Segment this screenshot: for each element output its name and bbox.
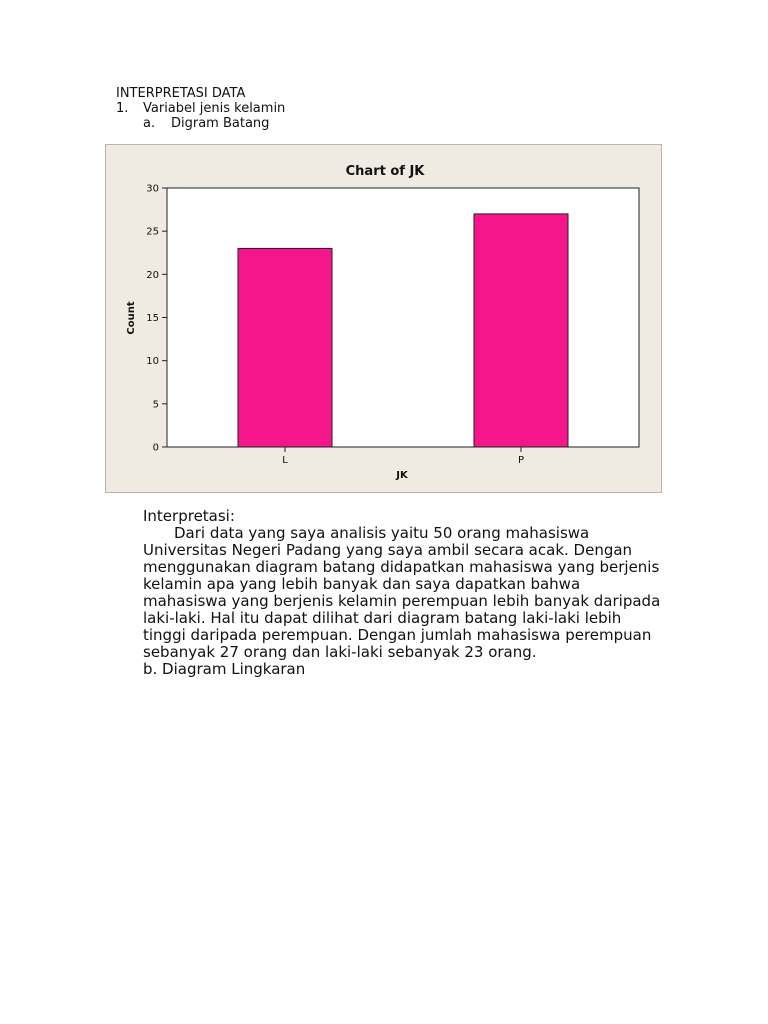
y-tick-label-2: 10	[146, 356, 159, 368]
bar-P	[474, 214, 568, 447]
x-tick-label-P: P	[517, 455, 525, 466]
interpretation-section	[143, 508, 663, 678]
interpretation-paragraph: Dari data yang saya analisis yaitu 50 orang mahasiswa Universitas Negeri Padang yang saya ambil secara acak. Dengan menggunakan diagram batang didapatkan mahasiswa yang berjenis kelamin apa yang lebih banyak dan saya dapatkan bahwa mahasiswa yang berjenis kelamin perempuan lebih banyak daripada laki-laki. Hal itu dapat dilihat dari diagram batang laki-laki lebih tinggi daripada perempuan. Dengan jumlah mahasiswa perempuan sebanyak 27 orang dan laki-laki sebanyak 23 orang.	[143, 524, 661, 661]
bar-chart	[106, 145, 661, 492]
y-tick-label-3: 15	[146, 313, 159, 324]
sublist-item-bar-chart: Digram Batang	[171, 116, 270, 131]
y-tick-label-0: 0	[152, 442, 159, 454]
x-axis-label: JK	[396, 470, 408, 481]
x-axis	[282, 447, 524, 466]
sublist-letter-a: a.	[143, 116, 156, 131]
next-list-item: b. Diagram Lingkaran	[143, 660, 306, 678]
list-item-variable: Variabel jenis kelamin	[143, 101, 286, 116]
x-tick-label-L: L	[282, 455, 288, 466]
list-number-1: 1.	[116, 101, 129, 116]
y-axis	[146, 184, 167, 454]
interpretation-heading: Interpretasi:	[143, 507, 235, 525]
y-axis-label: Count	[126, 301, 137, 335]
section-heading: INTERPRETASI DATA	[116, 86, 246, 101]
y-tick-label-1: 5	[152, 399, 159, 411]
chart-title: Chart of JK	[345, 164, 425, 179]
y-tick-label-5: 25	[146, 226, 159, 238]
y-tick-label-4: 20	[146, 269, 159, 281]
bar-chart-figure	[105, 144, 662, 493]
y-tick-label-6: 30	[146, 183, 159, 195]
bar-L	[238, 248, 332, 447]
